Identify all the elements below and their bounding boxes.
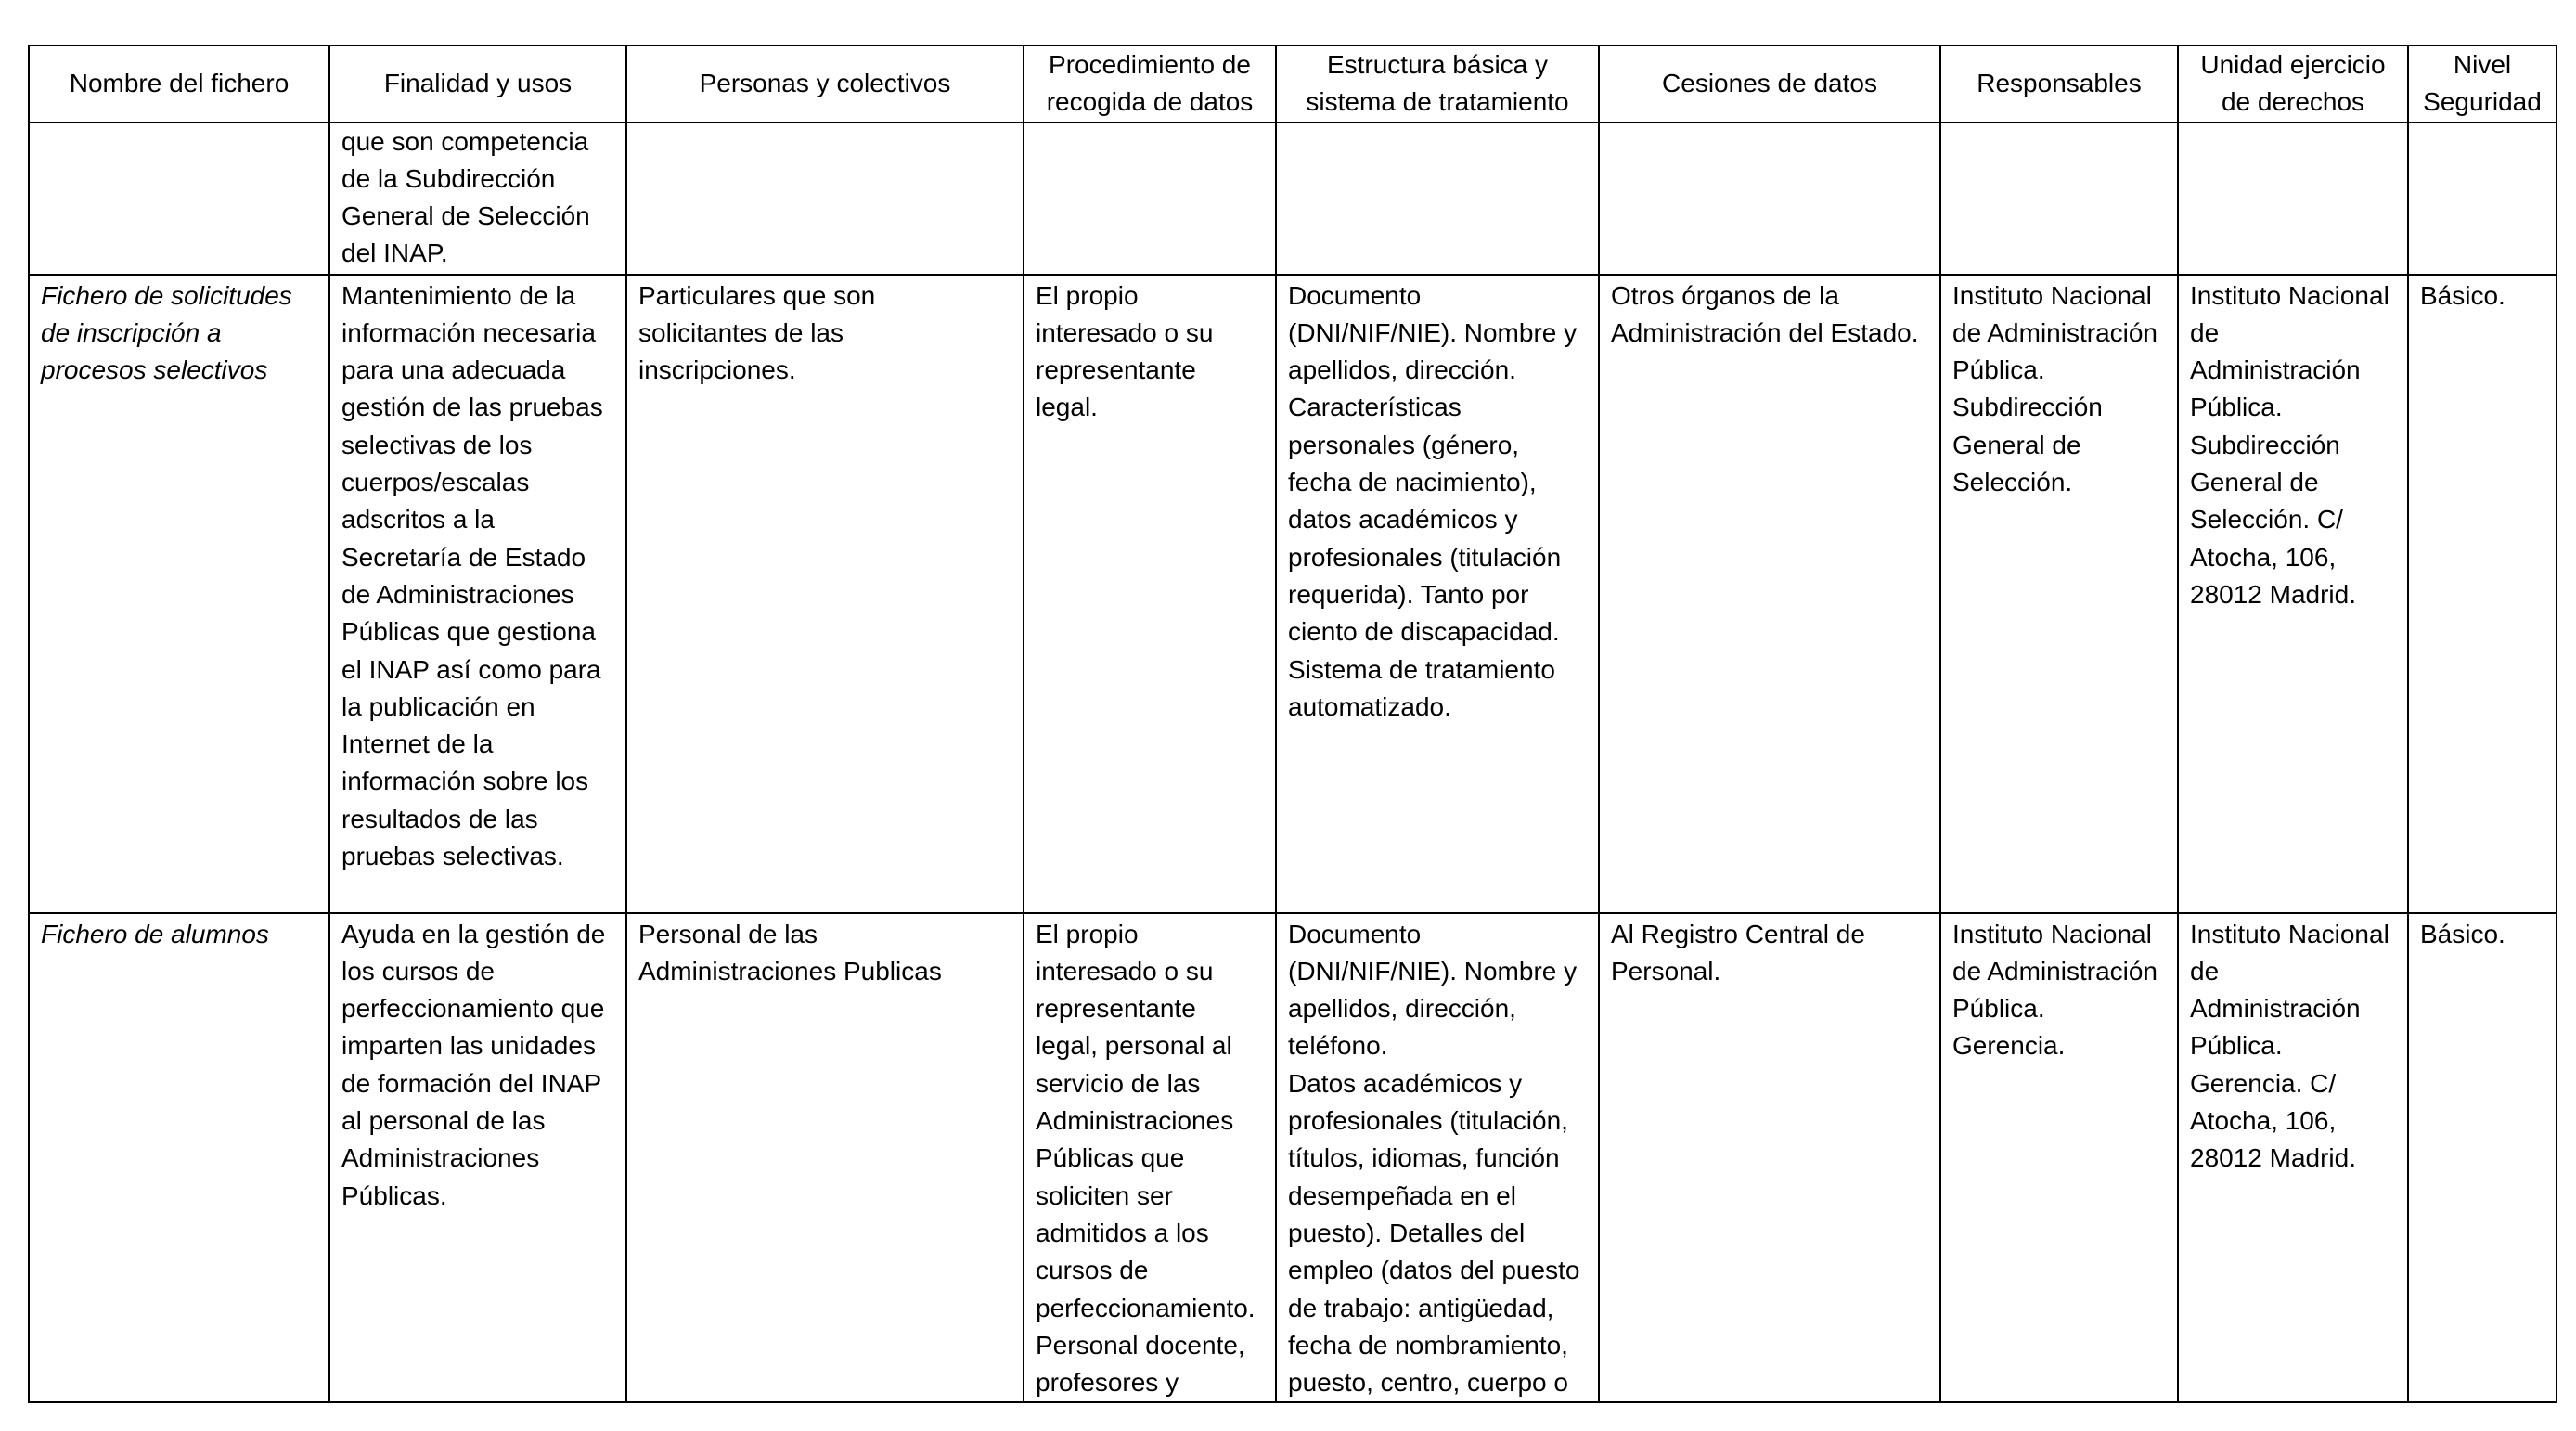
cell-rights-unit: Instituto Nacional de Administración Pública. Subdirección General de Selección. C/ Atocha, 106, 28012 Madrid.: [2178, 275, 2408, 913]
header-purpose: Finalidad y usos: [329, 45, 626, 122]
table-header-row: [29, 45, 2557, 122]
cell-security-level: Básico.: [2408, 913, 2557, 1403]
header-structure: Estructura básica y sistema de tratamiento: [1276, 45, 1599, 122]
cell-procedure: [1024, 122, 1276, 275]
cell-structure: Documento (DNI/NIF/NIE). Nombre y apellidos, dirección, teléfono. Datos académicos y profesionales (titulación, títulos, idiomas, función desempeñada en el puesto). Detalles del empleo (datos del puesto de trabajo: antigüedad, fecha de nombramiento, puesto, centro, cuerpo o: [1276, 913, 1599, 1403]
cell-persons: Particulares que son solicitantes de las inscripciones.: [626, 275, 1024, 913]
cell-purpose: Mantenimiento de la información necesaria para una adecuada gestión de las pruebas selectivas de los cuerpos/escalas adscritos a la Secretaría de Estado de Administraciones Públicas que gestiona el INAP así como para la publicación en Internet de la información sobre los resultados de las pruebas selectivas.: [329, 275, 626, 913]
header-persons: Personas y colectivos: [626, 45, 1024, 122]
header-rights-unit: Unidad ejercicio de derechos: [2178, 45, 2408, 122]
table-row: [29, 275, 2557, 913]
header-procedure: Procedimiento de recogida de datos: [1024, 45, 1276, 122]
cell-transfers: Al Registro Central de Personal.: [1599, 913, 1940, 1403]
cell-rights-unit: Instituto Nacional de Administración Pública. Gerencia. C/ Atocha, 106, 28012 Madrid.: [2178, 913, 2408, 1403]
cell-security-level: [2408, 122, 2557, 275]
header-responsible: Responsables: [1940, 45, 2178, 122]
cell-structure: [1276, 122, 1599, 275]
cell-responsible: Instituto Nacional de Administración Pública. Gerencia.: [1940, 913, 2178, 1403]
header-file-name: Nombre del fichero: [29, 45, 329, 122]
cell-structure: Documento (DNI/NIF/NIE). Nombre y apellidos, dirección. Características personales (género, fecha de nacimiento), datos académicos y profesionales (titulación requerida). Tanto por ciento de discapacidad. Sistema de tratamiento automatizado.: [1276, 275, 1599, 913]
cell-procedure: El propio interesado o su representante legal.: [1024, 275, 1276, 913]
cell-file-name: Fichero de alumnos: [29, 913, 329, 1403]
cell-transfers: [1599, 122, 1940, 275]
cell-purpose: Ayuda en la gestión de los cursos de perfeccionamiento que imparten las unidades de formación del INAP al personal de las Administraciones Públicas.: [329, 913, 626, 1403]
table-row: [29, 122, 2557, 275]
cell-transfers: Otros órganos de la Administración del Estado.: [1599, 275, 1940, 913]
cell-persons: Personal de las Administraciones Publicas: [626, 913, 1024, 1403]
cell-responsible: [1940, 122, 2178, 275]
cell-responsible: Instituto Nacional de Administración Pública. Subdirección General de Selección.: [1940, 275, 2178, 913]
cell-purpose: que son competencia de la Subdirección General de Selección del INAP.: [329, 122, 626, 275]
data-files-table: [28, 45, 2557, 1403]
table-row: [29, 913, 2557, 1403]
cell-file-name: [29, 122, 329, 275]
cell-rights-unit: [2178, 122, 2408, 275]
cell-security-level: Básico.: [2408, 275, 2557, 913]
cell-procedure: El propio interesado o su representante legal, personal al servicio de las Administraciones Públicas que soliciten ser admitidos a los cursos de perfeccionamiento. Personal docente, profesores y: [1024, 913, 1276, 1403]
header-transfers: Cesiones de datos: [1599, 45, 1940, 122]
cell-persons: [626, 122, 1024, 275]
header-security-level: Nivel Seguridad: [2408, 45, 2557, 122]
cell-file-name: Fichero de solicitudes de inscripción a procesos selectivos: [29, 275, 329, 913]
